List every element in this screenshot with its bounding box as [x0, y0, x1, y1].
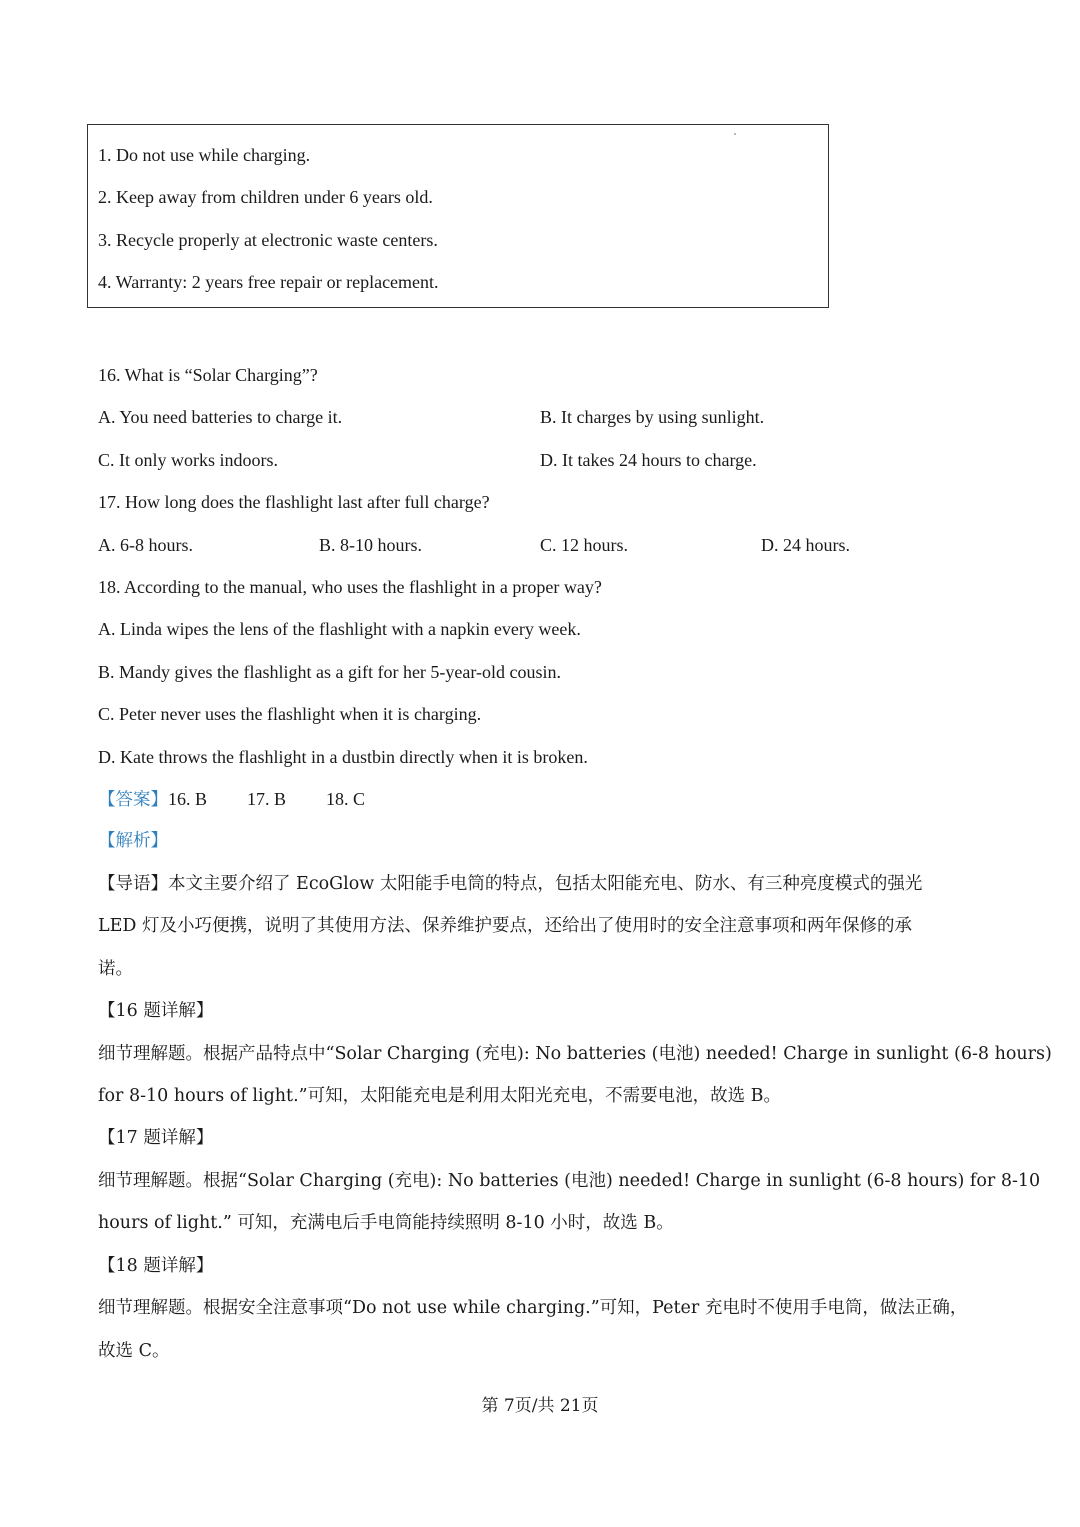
notice-item: 1. Do not use while charging. — [98, 145, 311, 165]
detail-18-line: 故选 C。 — [98, 1341, 170, 1361]
question-17-stem: 17. How long does the flashlight last after full charge? — [98, 492, 490, 512]
safety-notice-box — [87, 124, 829, 308]
question-17-option-d: D. 24 hours. — [761, 535, 850, 555]
guide-line: LED 灯及小巧便携，说明了其使用方法、保养维护要点，还给出了使用时的安全注意事项和两年保修的承 — [98, 916, 912, 936]
answer-18: 18. C — [326, 789, 366, 809]
guide-line: 【导语】本文主要介绍了 EcoGlow 太阳能手电筒的特点，包括太阳能充电、防水、有三种亮度模式的强光 — [98, 874, 923, 894]
question-17-option-b: B. 8-10 hours. — [319, 535, 422, 555]
answer-line — [98, 787, 365, 812]
question-16-stem: 16. What is “Solar Charging”? — [98, 365, 318, 385]
notice-item: 2. Keep away from children under 6 years old. — [98, 187, 433, 207]
question-16-option-c: C. It only works indoors. — [98, 450, 278, 470]
question-17-option-a: A. 6-8 hours. — [98, 535, 193, 555]
answer-label: 【答案】 — [98, 790, 168, 810]
guide-line: 诺。 — [98, 959, 133, 979]
detail-18-heading: 【18 题详解】 — [98, 1256, 214, 1276]
page-number: 第 7页/共 21页 — [481, 1396, 599, 1416]
question-18-option-a: A. Linda wipes the lens of the flashlight with a napkin every week. — [98, 619, 581, 639]
notice-item: 4. Warranty: 2 years free repair or replacement. — [98, 272, 439, 292]
detail-16-line: for 8-10 hours of light.”可知，太阳能充电是利用太阳光充电，不需要电池，故选 B。 — [98, 1086, 782, 1106]
detail-17-line: hours of light.” 可知，充满电后手电筒能持续照明 8-10 小时，故选 B。 — [98, 1213, 674, 1233]
answer-16: 16. B — [168, 789, 208, 809]
question-16-option-a: A. You need batteries to charge it. — [98, 407, 343, 427]
detail-18-line: 细节理解题。根据安全注意事项“Do not use while charging.”可知，Peter 充电时不使用手电筒，做法正确， — [98, 1298, 968, 1318]
scan-dot — [734, 133, 736, 135]
detail-16-heading: 【16 题详解】 — [98, 1001, 214, 1021]
detail-16-line: 细节理解题。根据产品特点中“Solar Charging (充电): No batteries (电池) needed! Charge in sunlight (6-8 hours) — [98, 1044, 1052, 1064]
question-17-option-c: C. 12 hours. — [540, 535, 629, 555]
question-18-option-c: C. Peter never uses the flashlight when it is charging. — [98, 704, 482, 724]
answer-17: 17. B — [247, 789, 287, 809]
question-18-option-b: B. Mandy gives the flashlight as a gift for her 5-year-old cousin. — [98, 662, 562, 682]
detail-17-heading: 【17 题详解】 — [98, 1128, 214, 1148]
detail-17-line: 细节理解题。根据“Solar Charging (充电): No batteries (电池) needed! Charge in sunlight (6-8 hours) for 8-10 — [98, 1171, 1041, 1191]
question-18-option-d: D. Kate throws the flashlight in a dustbin directly when it is broken. — [98, 747, 588, 767]
question-16-option-b: B. It charges by using sunlight. — [540, 407, 765, 427]
question-16-option-d: D. It takes 24 hours to charge. — [540, 450, 757, 470]
analysis-label: 【解析】 — [98, 831, 168, 851]
question-18-stem: 18. According to the manual, who uses the flashlight in a proper way? — [98, 577, 602, 597]
notice-item: 3. Recycle properly at electronic waste centers. — [98, 230, 438, 250]
